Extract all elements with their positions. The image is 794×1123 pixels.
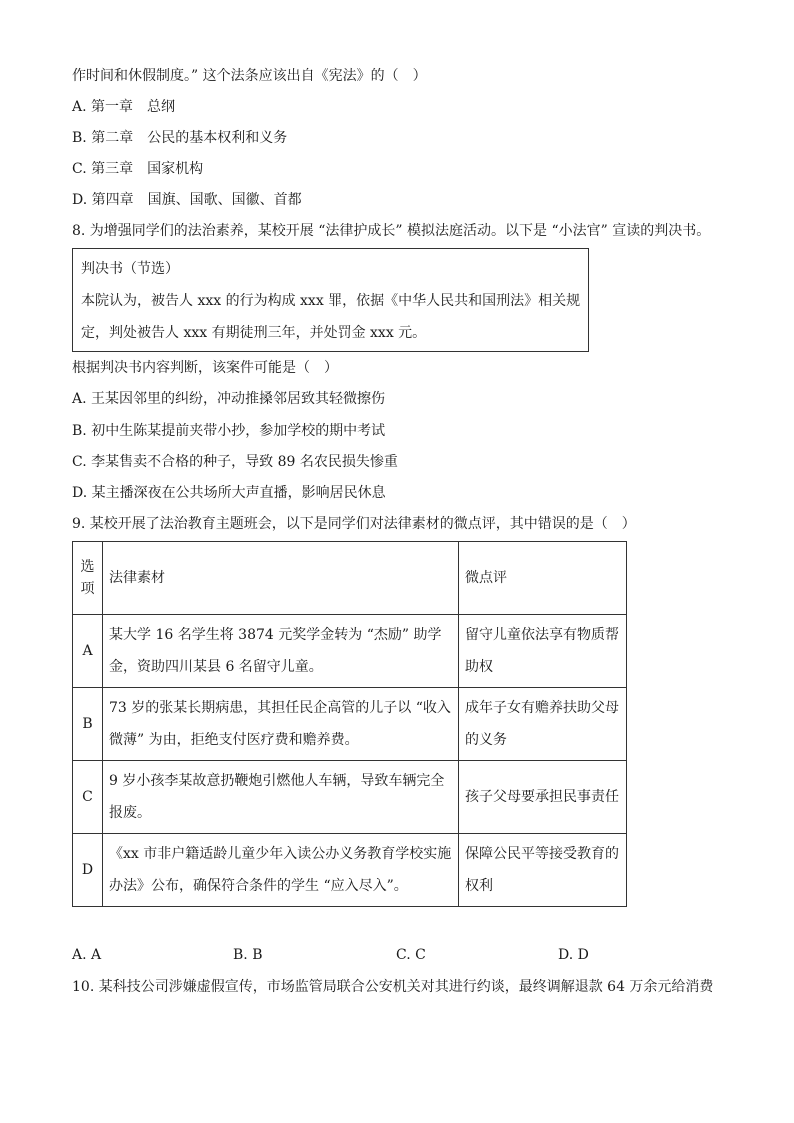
row-material: 73 岁的张某长期病患，其担任民企高管的儿子以 “收入微薄” 为由，拒绝支付医疗费和赡养费。 <box>103 688 459 761</box>
verdict-line-1: 本院认为，被告人 xxx 的行为构成 xxx 罪，依据《中华人民共和国刑法》相关规 <box>81 293 581 309</box>
row-material: 某大学 16 名学生将 3874 元奖学金转为 “杰励” 助学金，资助四川某县 6 名留守儿童。 <box>103 615 459 688</box>
q10-stem: 10. 某科技公司涉嫌虚假宣传，市场监管局联合公安机关对其进行约谈，最终调解退款 64 万余元给消费 <box>72 979 714 995</box>
row-option: B <box>73 688 103 761</box>
q9-stem: 9. 某校开展了法治教育主题班会，以下是同学们对法律素材的微点评，其中错误的是（ ） <box>72 516 636 532</box>
row-option: C <box>73 761 103 834</box>
q8-option-b[interactable]: B. 初中生陈某提前夹带小抄，参加学校的期中考试 <box>72 423 386 439</box>
table-header-row <box>73 542 627 615</box>
row-comment: 留守儿童依法享有物质帮助权 <box>459 615 627 688</box>
q9-answer-b[interactable]: B. B <box>233 947 263 963</box>
q8-question: 根据判决书内容判断，该案件可能是（ ） <box>72 360 338 376</box>
q7-option-c[interactable]: C. 第三章 国家机构 <box>72 161 204 177</box>
q8-option-d[interactable]: D. 某主播深夜在公共场所大声直播，影响居民休息 <box>72 485 386 501</box>
q8-option-a[interactable]: A. 王某因邻里的纠纷，冲动推搡邻居致其轻微擦伤 <box>72 391 386 407</box>
q7-option-d[interactable]: D. 第四章 国旗、国歌、国徽、首都 <box>72 192 302 208</box>
q7-option-a[interactable]: A. 第一章 总纲 <box>72 99 176 115</box>
verdict-title: 判决书（节选） <box>81 261 179 277</box>
verdict-box <box>72 248 589 352</box>
q7-stem-tail: 作时间和休假制度。” 这个法条应该出自《宪法》的（ ） <box>72 68 427 84</box>
table-row <box>73 834 627 907</box>
q9-answer-d[interactable]: D. D <box>558 947 589 963</box>
row-material: 《xx 市非户籍适龄儿童少年入读公办义务教育学校实施办法》公布，确保符合条件的学生 “应入尽入”。 <box>103 834 459 907</box>
table-row <box>73 761 627 834</box>
table-row <box>73 615 627 688</box>
table-row <box>73 688 627 761</box>
q8-stem: 8. 为增强同学们的法治素养，某校开展 “法律护成长” 模拟法庭活动。以下是 “小法官” 宣读的判决书。 <box>72 223 711 239</box>
row-comment: 孩子父母要承担民事责任 <box>459 761 627 834</box>
row-comment: 保障公民平等接受教育的权利 <box>459 834 627 907</box>
header-option: 选项 <box>73 542 103 615</box>
row-option: D <box>73 834 103 907</box>
q8-option-c[interactable]: C. 李某售卖不合格的种子，导致 89 名农民损失惨重 <box>72 454 398 470</box>
q9-answer-a[interactable]: A. A <box>72 947 102 963</box>
row-comment: 成年子女有赡养扶助父母的义务 <box>459 688 627 761</box>
row-option: A <box>73 615 103 688</box>
q7-option-b[interactable]: B. 第二章 公民的基本权利和义务 <box>72 130 288 146</box>
q9-answer-c[interactable]: C. C <box>396 947 426 963</box>
q9-table <box>72 541 627 907</box>
row-material: 9 岁小孩李某故意扔鞭炮引燃他人车辆，导致车辆完全报废。 <box>103 761 459 834</box>
header-comment: 微点评 <box>459 542 627 615</box>
header-material: 法律素材 <box>103 542 459 615</box>
verdict-line-2: 定，判处被告人 xxx 有期徒刑三年，并处罚金 xxx 元。 <box>81 325 427 341</box>
